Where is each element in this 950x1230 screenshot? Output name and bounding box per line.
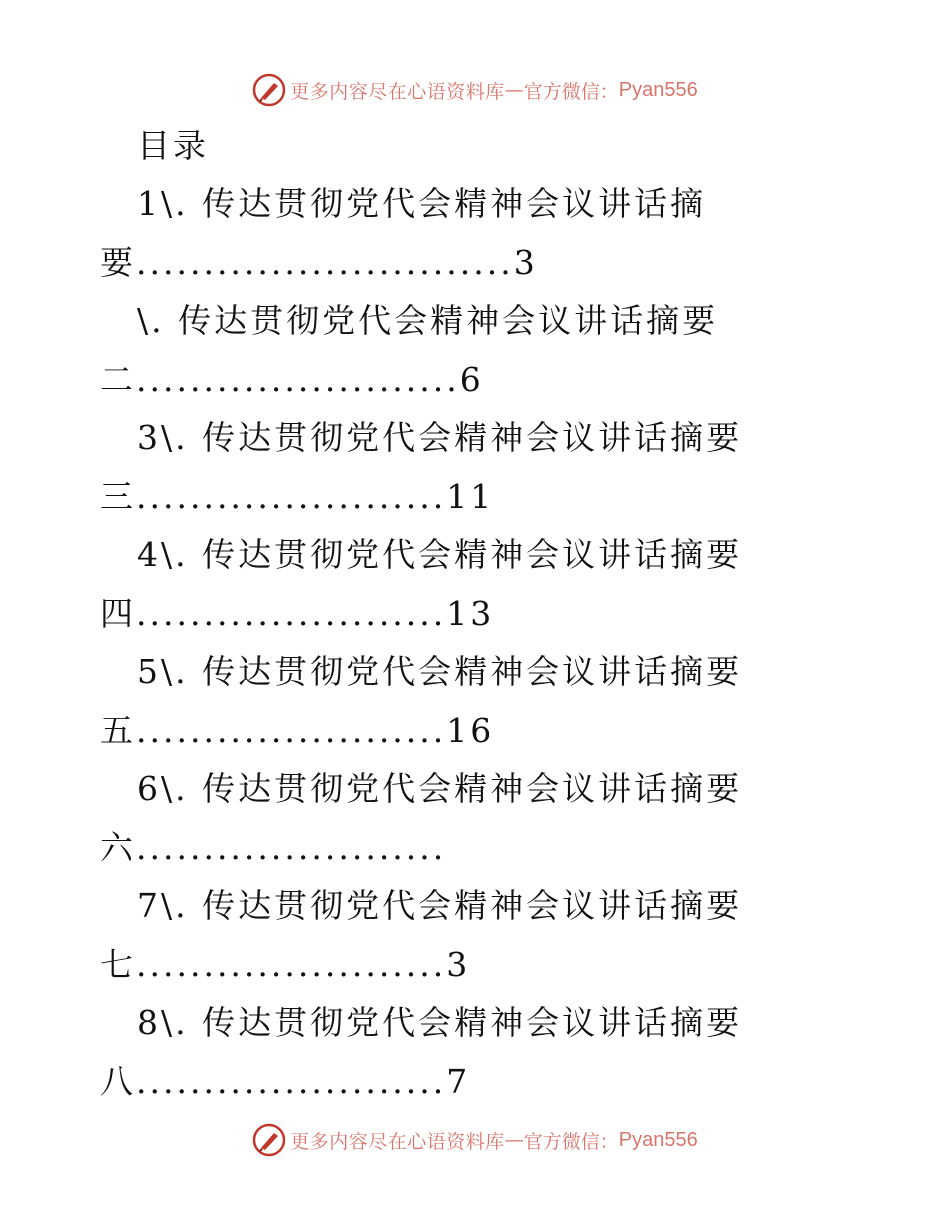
toc-entry-8-line1[interactable]: 8\. 传达贯彻党代会精神会议讲话摘要: [137, 1003, 743, 1042]
toc-entry-5-line2[interactable]: 五.......................16: [100, 711, 495, 750]
banner-separator: —: [504, 79, 524, 101]
header-banner: [0, 70, 950, 110]
toc-entry-5-line1[interactable]: 5\. 传达贯彻党代会精神会议讲话摘要: [137, 652, 743, 691]
toc-entry-2-line1[interactable]: \. 传达贯彻党代会精神会议讲话摘要: [137, 301, 719, 340]
toc-entry-1-line1[interactable]: 1\. 传达贯彻党代会精神会议讲话摘: [137, 184, 707, 223]
banner-text: 更多内容尽在心语资料库: [290, 80, 505, 103]
pen-logo-icon: [252, 73, 286, 107]
pen-logo-icon: [252, 1123, 286, 1157]
toc-entry-1-line2[interactable]: 要............................3: [100, 243, 538, 282]
banner-wechat-id: Pyan556: [618, 78, 698, 101]
toc-entry-3-line2[interactable]: 三.......................11: [100, 477, 495, 516]
banner-wechat-label: 官方微信：: [523, 80, 619, 103]
banner-separator: —: [504, 1129, 524, 1151]
toc-entry-6-line1[interactable]: 6\. 传达贯彻党代会精神会议讲话摘要: [137, 769, 743, 808]
toc-entry-8-line2[interactable]: 八.......................7: [100, 1062, 471, 1101]
footer-banner: [0, 1120, 950, 1160]
banner-wechat-label: 官方微信：: [523, 1130, 619, 1153]
toc-title: 目录: [137, 126, 209, 165]
toc-entry-4-line1[interactable]: 4\. 传达贯彻党代会精神会议讲话摘要: [137, 535, 743, 574]
toc-entry-3-line1[interactable]: 3\. 传达贯彻党代会精神会议讲话摘要: [137, 418, 743, 457]
toc-entry-7-line1[interactable]: 7\. 传达贯彻党代会精神会议讲话摘要: [137, 886, 743, 925]
toc-entry-7-line2[interactable]: 七.......................3: [100, 945, 471, 984]
toc-entry-4-line2[interactable]: 四.......................13: [100, 594, 495, 633]
toc-entry-2-line2[interactable]: 二........................6: [100, 360, 484, 399]
banner-wechat-id: Pyan556: [618, 1128, 698, 1151]
banner-text: 更多内容尽在心语资料库: [290, 1130, 505, 1153]
toc-entry-6-line2[interactable]: 六.......................: [100, 828, 447, 867]
